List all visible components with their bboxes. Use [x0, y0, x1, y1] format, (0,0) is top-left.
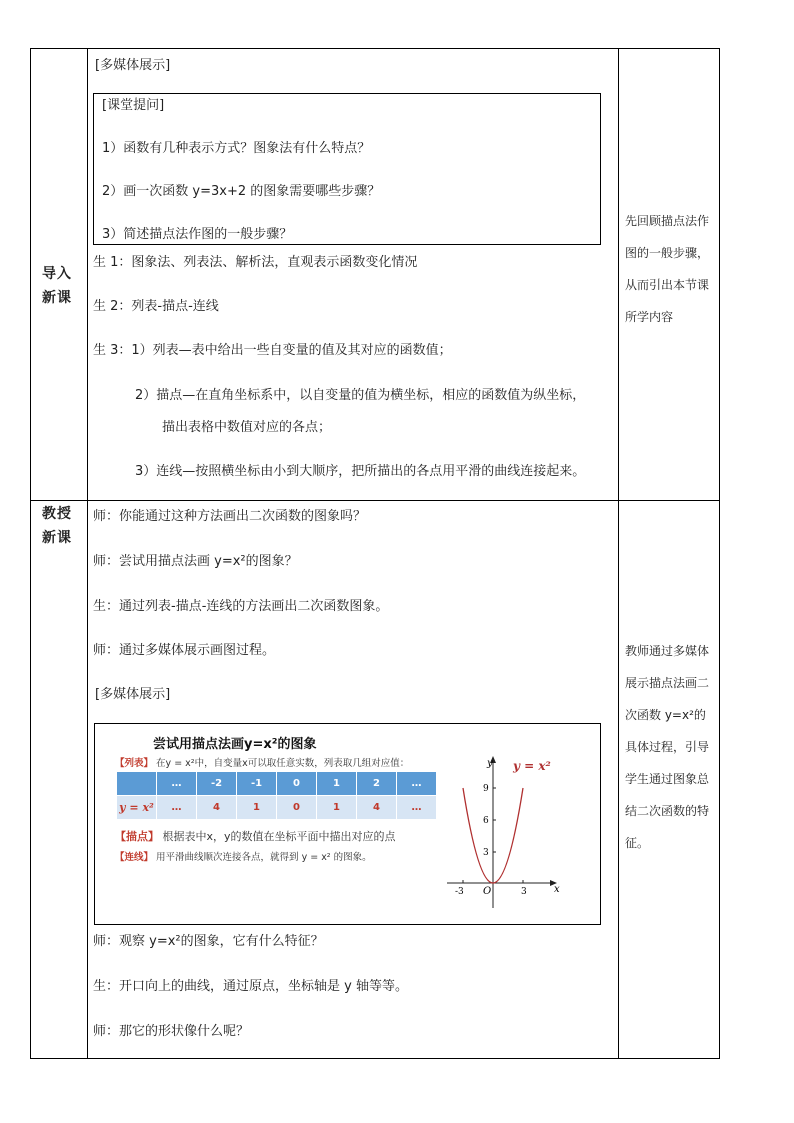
teach-note-line: 结二次函数的特 — [625, 804, 710, 818]
table-cell-head — [117, 772, 157, 796]
y-tick-label: 3 — [483, 848, 489, 858]
table-cell: -2 — [197, 772, 237, 796]
table-border-mid — [30, 500, 720, 501]
table-cell: 1 — [237, 796, 277, 820]
table-cell: 1 — [317, 772, 357, 796]
answer-2: 生 2：列表-描点-连线 — [93, 299, 219, 314]
answer-3-step2a: 2）描点—在直角坐标系中，以自变量的值为横坐标，相应的函数值为纵坐标， — [135, 388, 586, 403]
question-box-heading: [课堂提问] — [102, 98, 165, 113]
tag-connect: 【连线】 — [115, 852, 154, 863]
table-cell: 1 — [317, 796, 357, 820]
teach-teacher-note — [625, 642, 717, 866]
tag-plot: 【描点】 — [115, 830, 159, 843]
intro-note-line: 从而引出本节课 — [625, 278, 710, 292]
table-border-left — [30, 48, 31, 1059]
table-cell: … — [157, 772, 197, 796]
plot-text: 根据表中x，y的数值在坐标平面中描出对应的点 — [162, 830, 396, 843]
x-tick-label: 3 — [521, 887, 527, 897]
teach-line-7: 师：那它的形状像什么呢？ — [93, 1024, 250, 1039]
parabola-graph — [441, 750, 566, 920]
table-col-divider-2 — [618, 48, 619, 1059]
slide-connect-line — [115, 849, 372, 863]
table-row-label: y = x² — [117, 796, 157, 820]
intro-note-line: 所学内容 — [625, 310, 674, 324]
table-border-top — [30, 48, 720, 49]
section-label-intro: 导入 新课 — [42, 266, 72, 306]
teach-note-line: 展示描点法画二 — [625, 676, 710, 690]
teach-line-5: 师：观察 y=x²的图象，它有什么特征？ — [93, 934, 324, 949]
answer-3: 生 3：1）列表—表中给出一些自变量的值及其对应的函数值； — [93, 343, 452, 358]
x-axis-label: x — [554, 884, 560, 895]
x-tick-label: -3 — [455, 887, 464, 897]
origin-label: O — [483, 886, 492, 897]
teach-line-4: 师：通过多媒体展示画图过程。 — [93, 643, 276, 658]
table-cell: -1 — [237, 772, 277, 796]
list-text: 在y = x²中，自变量x可以取任意实数，列表取几组对应值： — [156, 758, 410, 769]
slide-plot-line — [115, 828, 396, 844]
table-row-x — [117, 772, 437, 796]
y-tick-label: 6 — [483, 816, 489, 826]
table-cell: 0 — [277, 772, 317, 796]
teach-media-label: [多媒体展示] — [95, 687, 171, 702]
question-3: 3）简述描点法作图的一般步骤？ — [102, 227, 293, 242]
teach-note-line: 具体过程，引导 — [625, 740, 710, 754]
table-border-right — [719, 48, 720, 1059]
table-cell: 0 — [277, 796, 317, 820]
y-tick-label: 9 — [483, 784, 489, 794]
teach-line-6: 生：开口向上的曲线，通过原点，坐标轴是 y 轴等等。 — [93, 979, 408, 994]
table-row-y — [117, 796, 437, 820]
teach-note-line: 次函数 y=x²的 — [625, 708, 706, 722]
table-cell: … — [397, 772, 437, 796]
table-border-bottom — [30, 1058, 720, 1059]
answer-3-step3: 3）连线—按照横坐标由小到大顺序，把所描出的各点用平滑的曲线连接起来。 — [135, 464, 586, 479]
media-slide — [94, 723, 601, 925]
teach-note-line: 征。 — [625, 836, 650, 850]
slide-title: 尝试用描点法画y=x²的图象 — [153, 737, 317, 752]
table-cell: 2 — [357, 772, 397, 796]
tag-list: 【列表】 — [115, 758, 154, 769]
teach-line-2: 师：尝试用描点法画 y=x²的图象？ — [93, 554, 298, 569]
teach-note-line: 学生通过图象总 — [625, 772, 710, 786]
question-2: 2）画一次函数 y=3x+2 的图象需要哪些步骤？ — [102, 184, 381, 199]
table-cell: 4 — [197, 796, 237, 820]
intro-teacher-note — [625, 212, 717, 340]
answer-3-step2b: 描出表格中数值对应的各点； — [162, 420, 332, 435]
connect-text: 用平滑曲线顺次连接各点，就得到 y = x² 的图象。 — [156, 852, 372, 863]
slide-list-line — [115, 755, 409, 769]
value-table — [116, 771, 437, 820]
teach-note-line: 教师通过多媒体 — [625, 644, 710, 658]
table-cell: 4 — [357, 796, 397, 820]
question-box — [93, 93, 601, 245]
section-label-teach: 教授 新课 — [42, 506, 72, 546]
graph-equation: y = x² — [513, 759, 551, 773]
table-col-divider-1 — [87, 48, 88, 1059]
y-axis-label: y — [487, 758, 493, 769]
answer-1: 生 1：图象法、列表法、解析法，直观表示函数变化情况 — [93, 255, 418, 270]
intro-media-label: [多媒体展示] — [95, 58, 171, 73]
teach-line-1: 师：你能通过这种方法画出二次函数的图象吗？ — [93, 509, 367, 524]
table-cell: … — [397, 796, 437, 820]
table-cell: … — [157, 796, 197, 820]
intro-note-line: 先回顾描点法作 — [625, 214, 710, 228]
intro-note-line: 图的一般步骤， — [625, 246, 710, 260]
teach-line-3: 生：通过列表-描点-连线的方法画出二次函数图象。 — [93, 599, 389, 614]
question-1: 1）函数有几种表示方式？图象法有什么特点？ — [102, 141, 371, 156]
